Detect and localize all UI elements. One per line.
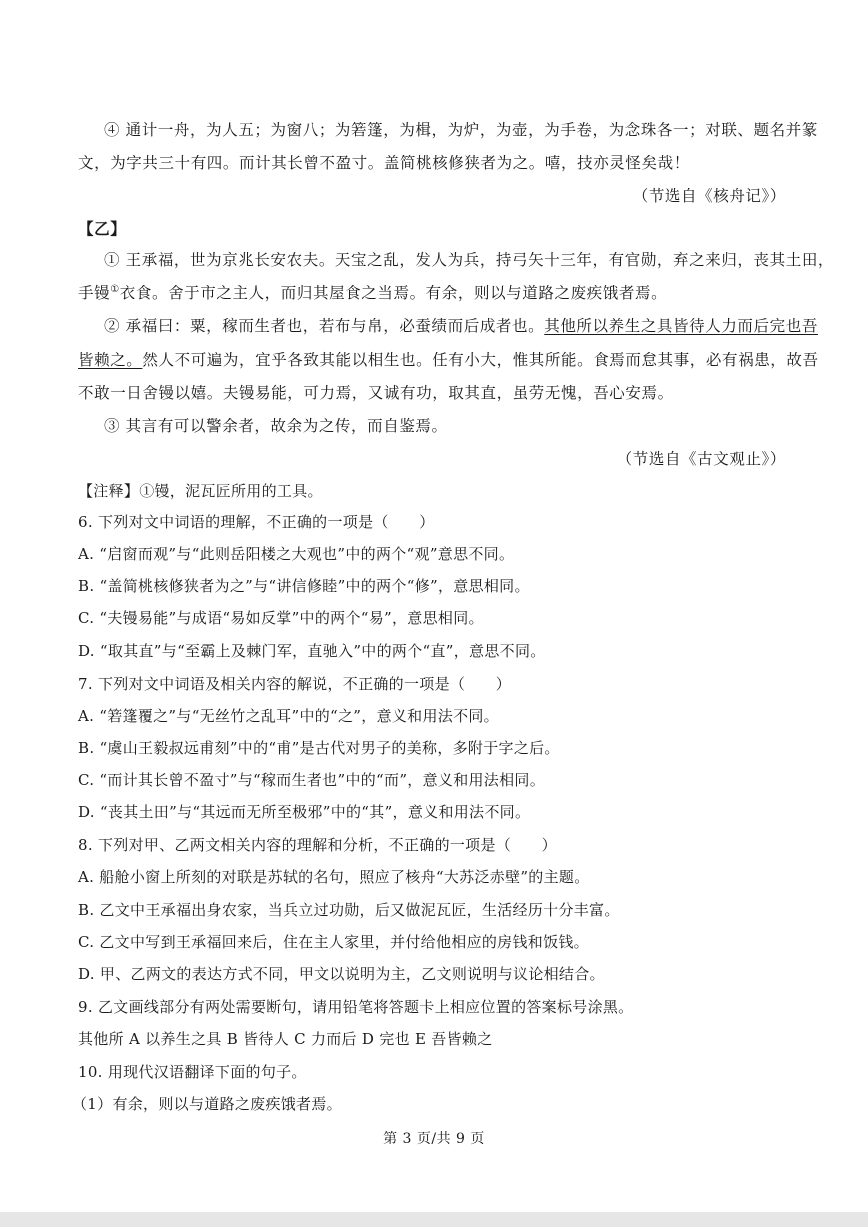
bottom-scan-edge: [0, 1212, 868, 1227]
yi-source: （节选自《古文观止》）: [616, 450, 786, 468]
q7-option-c: C. “而计其长曾不盈寸”与“稼而生者也”中的“而”，意义和用法相同。: [78, 771, 545, 789]
q7-option-b: B. “虞山王毅叔远甫刻”中的“甫”是古代对男子的美称，多附于字之后。: [78, 739, 560, 757]
underlined-sentence-part2: 皆赖之。: [78, 351, 143, 369]
yi-para1-text-a: 手镘: [78, 284, 111, 302]
q10-item-1: （1）有余，则以与道路之废疾饿者焉。: [72, 1095, 342, 1113]
q6-option-c: C. “夫镘易能”与成语“易如反掌”中的两个“易”，意思相同。: [78, 609, 484, 627]
underlined-sentence-part1: 其他所以养生之具皆待人力而后完也吾: [544, 317, 818, 335]
jia-para4-line1: ④ 通计一舟，为人五；为窗八；为箬篷，为楫，为炉，为壶，为手卷，为念珠各一；对联、题名并篆: [104, 121, 818, 139]
q6-option-b: B. “盖简桃核修狭者为之”与“讲信修睦”中的两个“修”，意思相同。: [78, 577, 530, 595]
question-7: 7. 下列对文中词语及相关内容的解说，不正确的一项是（ ）: [78, 675, 512, 693]
yi-heading: 【乙】: [78, 219, 127, 238]
yi-para1-line2: [78, 283, 802, 303]
q8-option-a: A. 船舱小窗上所刻的对联是苏轼的名句，照应了核舟“大苏泛赤壁”的主题。: [78, 868, 590, 886]
yi-para2-line2: [78, 350, 819, 370]
yi-para2-line3: 不敢一日舍镘以嬉。夫镘易能，可力焉，又诚有功，取其直，虽劳无愧，吾心安焉。: [78, 384, 674, 402]
q6-option-a: A. “启窗而观”与“此则岳阳楼之大观也”中的两个“观”意思不同。: [78, 545, 515, 563]
question-6: 6. 下列对文中词语的理解，不正确的一项是（ ）: [78, 513, 435, 531]
yi-para3: ③ 其言有可以警余者，故余为之传，而自鉴焉。: [104, 417, 448, 435]
q9-sentence: 其他所 A 以养生之具 B 皆待人 C 力而后 D 完也 E 吾皆赖之: [78, 1030, 493, 1048]
jia-para4-line2: 文，为字共三十有四。而计其长曾不盈寸。盖简桃核修狭者为之。嘻，技亦灵怪矣哉！: [78, 154, 690, 172]
question-10: 10. 用现代汉语翻译下面的句子。: [78, 1063, 307, 1081]
question-8: 8. 下列对甲、乙两文相关内容的理解和分析，不正确的一项是（ ）: [78, 836, 557, 854]
q7-option-d: D. “丧其土田”与“其远而无所至极邪”中的“其”，意义和用法不同。: [78, 803, 531, 821]
yi-para1-line1: ① 王承福，世为京兆长安农夫。天宝之乱，发人为兵，持弓矢十三年，有官勋，弃之来归，丧其土田，: [104, 251, 835, 269]
q8-option-c: C. 乙文中写到王承福回来后，住在主人家里，并付给他相应的房钱和饭钱。: [78, 933, 589, 951]
yi-para2-line1: [104, 316, 818, 336]
yi-para1-text-b: 衣食。舍于市之主人，而归其屋食之当焉。有余，则以与道路之废疾饿者焉。: [119, 284, 668, 302]
annotation-note: 【注释】①镘，泥瓦匠所用的工具。: [78, 482, 323, 500]
q7-option-a: A. “箬篷覆之”与“无丝竹之乱耳”中的“之”，意义和用法不同。: [78, 707, 499, 725]
yi-para2-text-a: ② 承福曰：粟，稼而生者也，若布与帛，必蚕绩而后成者也。: [104, 317, 545, 335]
q8-option-d: D. 甲、乙两文的表达方式不同，甲文以说明为主，乙文则说明与议论相结合。: [78, 965, 605, 983]
yi-para2-text-b: 然人不可遍为，宜乎各致其能以相生也。任有小大，惟其所能。食焉而怠其事，必有祸患，故吾: [142, 351, 819, 369]
question-9: 9. 乙文画线部分有两处需要断句，请用铅笔将答题卡上相应位置的答案标号涂黑。: [78, 998, 634, 1016]
jia-source: （节选自《核舟记》）: [632, 187, 786, 205]
q8-option-b: B. 乙文中王承福出身农家，当兵立过功勋，后又做泥瓦匠，生活经历十分丰富。: [78, 901, 620, 919]
q6-option-d: D. “取其直”与“至霸上及棘门军，直驰入”中的两个“直”，意思不同。: [78, 642, 546, 660]
footnote-marker: ①: [110, 283, 120, 295]
page-footer: 第 3 页/共 9 页: [383, 1131, 485, 1147]
